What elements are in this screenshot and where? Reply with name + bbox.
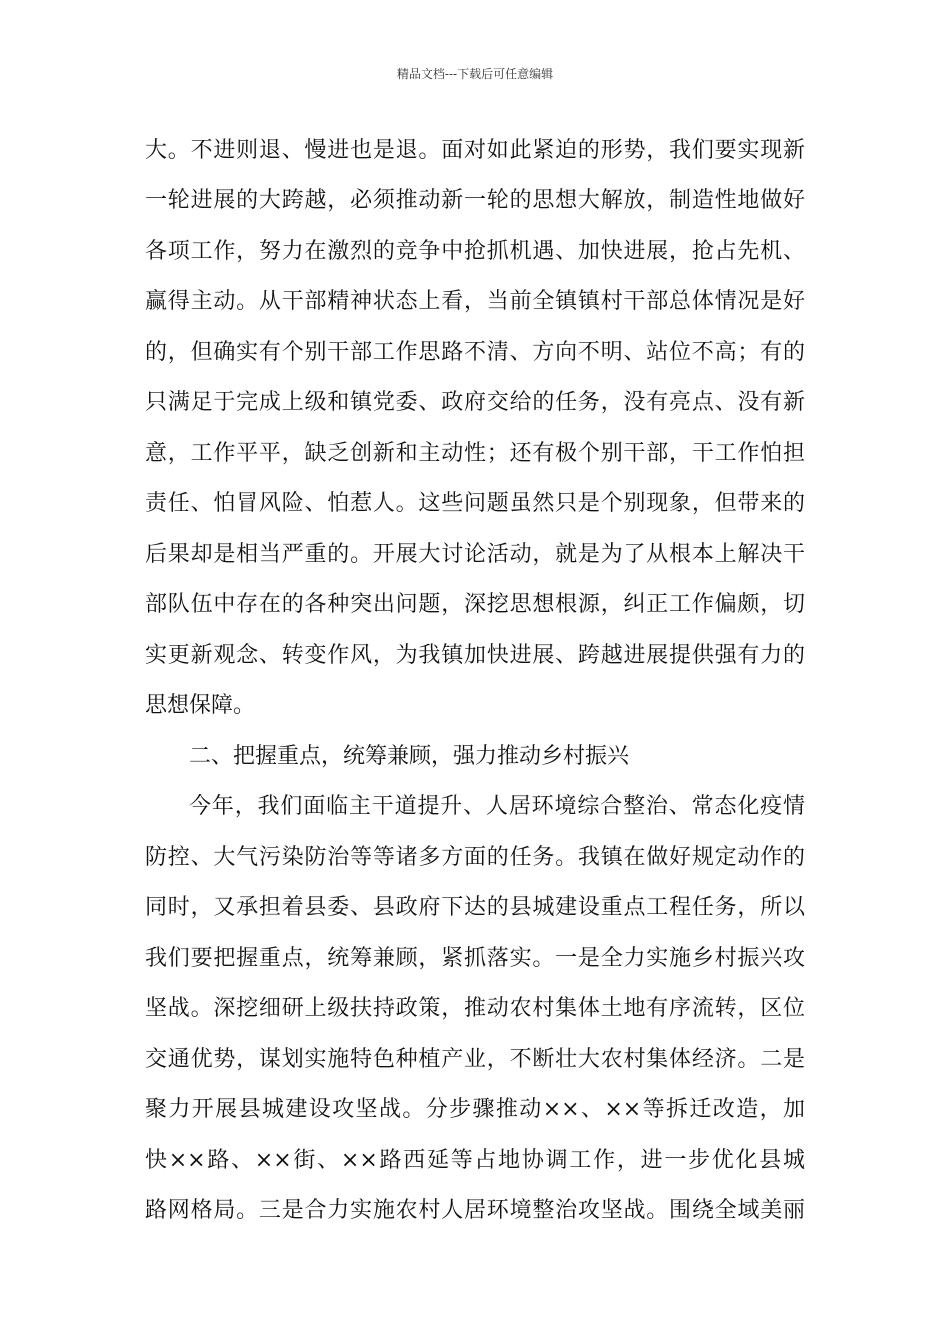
body-line: 同时，又承担着县委、县政府下达的县城建设重点工程任务，所以 [145, 895, 805, 920]
body-line: 路网格局。三是合力实施农村人居环境整治攻坚战。围绕全域美丽 [145, 1198, 805, 1223]
body-line: 实更新观念、转变作风，为我镇加快进展、跨越进展提供强有力的 [145, 643, 805, 668]
body-line: 思想保障。 [145, 693, 256, 718]
body-line: 聚力开展县城建设攻坚战。分步骤推动××、××等拆迁改造，加 [145, 1097, 805, 1122]
body-line: 意，工作平平，缺乏创新和主动性；还有极个别干部，干工作怕担 [145, 441, 805, 466]
body-line: 一轮进展的大跨越，必须推动新一轮的思想大解放，制造性地做好 [145, 188, 805, 213]
body-line: 各项工作，努力在激烈的竞争中抢抓机遇、加快进展，抢占先机、 [145, 239, 805, 264]
body-line: 责任、怕冒风险、怕惹人。这些问题虽然只是个别现象，但带来的 [145, 491, 805, 516]
body-line: 赢得主动。从干部精神状态上看，当前全镇镇村干部总体情况是好 [145, 289, 805, 314]
body-line: 今年，我们面临主干道提升、人居环境综合整治、常态化疫情 [189, 794, 805, 819]
body-line: 只满足于完成上级和镇党委、政府交给的任务，没有亮点、没有新 [145, 390, 805, 415]
page-header: 精品文档---下载后可任意编辑 [396, 67, 554, 81]
body-line: 我们要把握重点，统筹兼顾，紧抓落实。一是全力实施乡村振兴攻 [145, 946, 805, 971]
body-line: 大。不进则退、慢进也是退。面对如此紧迫的形势，我们要实现新 [145, 138, 805, 163]
body-line: 防控、大气污染防治等等诸多方面的任务。我镇在做好规定动作的 [145, 845, 805, 870]
section-heading: 二、把握重点，统筹兼顾，强力推动乡村振兴 [189, 744, 630, 769]
body-line: 后果却是相当严重的。开展大讨论活动，就是为了从根本上解决干 [145, 542, 805, 567]
body-line: 快××路、××街、××路西延等占地协调工作，进一步优化县城 [145, 1148, 805, 1173]
body-line: 交通优势，谋划实施特色种植产业，不断壮大农村集体经济。二是 [145, 1047, 805, 1072]
body-line: 坚战。深挖细研上级扶持政策，推动农村集体土地有序流转，区位 [145, 996, 805, 1021]
body-line: 的，但确实有个别干部工作思路不清、方向不明、站位不高；有的 [145, 340, 805, 365]
body-line: 部队伍中存在的各种突出问题，深挖思想根源，纠正工作偏颇，切 [145, 592, 805, 617]
